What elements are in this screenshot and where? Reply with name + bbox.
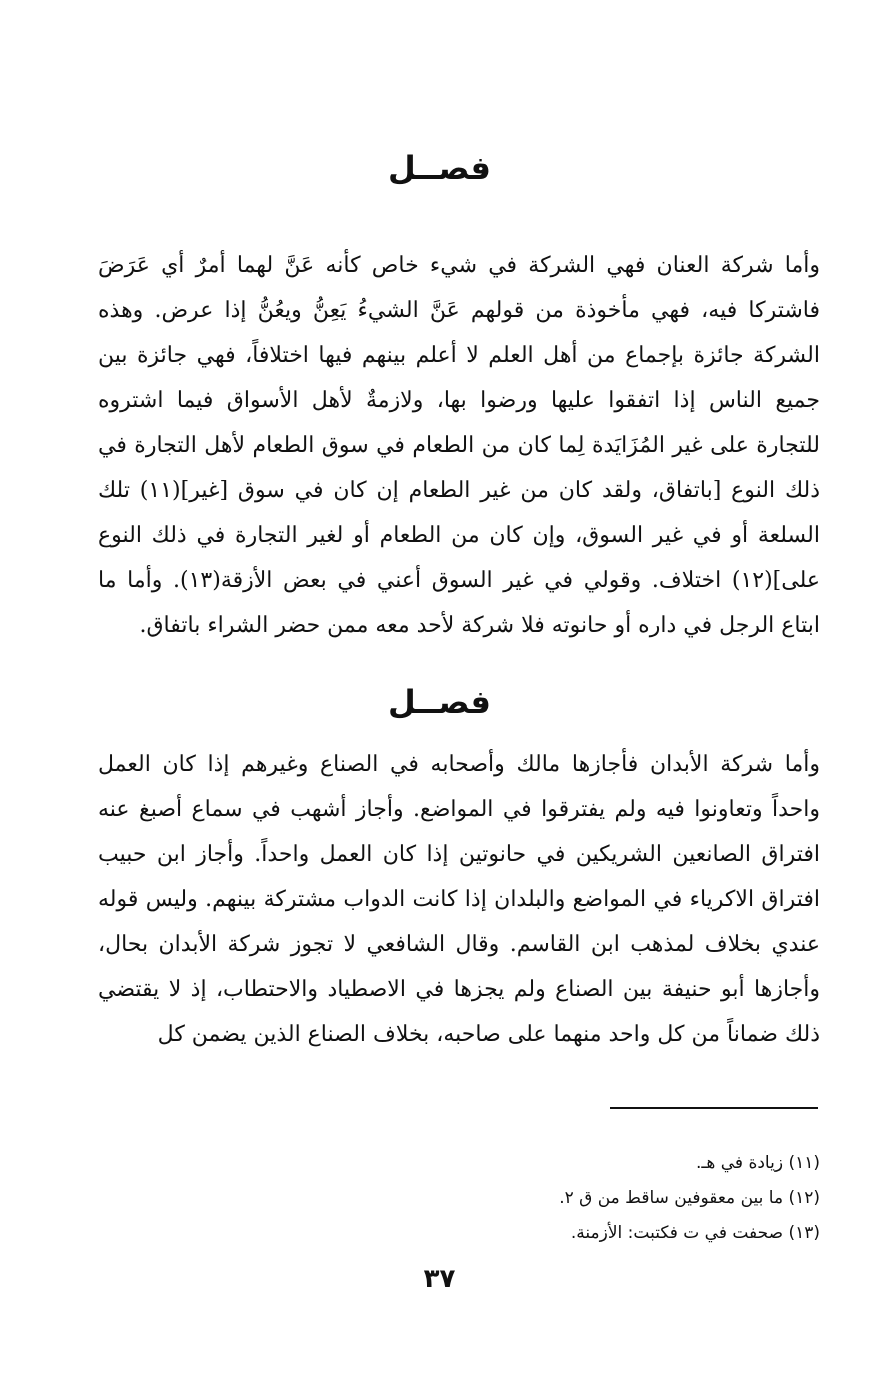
section-heading: فصــل — [388, 149, 491, 187]
footnote: (١١) زيادة في هـ. — [696, 1153, 820, 1173]
footnotes — [98, 1146, 820, 1251]
page-number: ٣٧ — [423, 1264, 456, 1294]
section-heading: فصــل — [388, 683, 491, 721]
footnote: (١٣) صحفت في ت فكتبت: الأزمنة. — [570, 1223, 820, 1243]
footnote-divider — [610, 1107, 818, 1109]
body-paragraph: وأما شركة الأبدان فأجازها مالك وأصحابه في الصناع وغيرهم إذا كان العمل واحداً وتعاونوا فيه ولم يفترقوا في المواضع. وأجاز أشهب في سماع أصبغ عنه افتراق الصانعين الشريكين في حانوتين إذا كان العمل واحداً. وأجاز ابن حبيب افتراق الاكرياء في المواضع والبلدان إذا كانت الدواب مشتركة بينهم. وليس قوله عندي بخلاف لمذهب ابن القاسم. وقال الشافعي لا تجوز شركة الأبدان بحال، وأجازها أبو حنيفة بين الصناع ولم يجزها في الاصطياد والاحتطاب، إذ لا يقتضي ذلك ضماناً من كل واحد منهما على صاحبه، بخلاف الصناع الذين يضمن كل — [98, 752, 820, 1047]
body-paragraph: وأما شركة العنان فهي الشركة في شيء خاص كأنه عَنَّ لهما أمرٌ أي عَرَضَ فاشتركا فيه، فهي مأخوذة من قولهم عَنَّ الشيءُ يَعِنُّ ويعُنُّ إذا عرض. وهذه الشركة جائزة بإجماع من أهل العلم لا أعلم بينهم فيها اختلافاً، فهي جائزة بين جميع الناس إذا اتفقوا عليها ورضوا بها، ولازمةٌ لأهل الأسواق فيما اشتروه للتجارة على غير المُزَايَدة لِما كان من الطعام في سوق الطعام لأهل التجارة في ذلك النوع [باتفاق، ولقد كان من غير الطعام إن كان في سوق [غير](١١) تلك السلعة أو في غير السوق، وإن كان من الطعام أو لغير التجارة في ذلك النوع على](١٢) اختلاف. وقولي في غير السوق أعني في بعض الأزقة(١٣). وأما ما ابتاع الرجل في داره أو حانوته فلا شركة لأحد معه ممن حضر الشراء باتفاق. — [98, 253, 821, 638]
footnote: (١٢) ما بين معقوفين ساقط من ق ٢. — [559, 1188, 820, 1208]
